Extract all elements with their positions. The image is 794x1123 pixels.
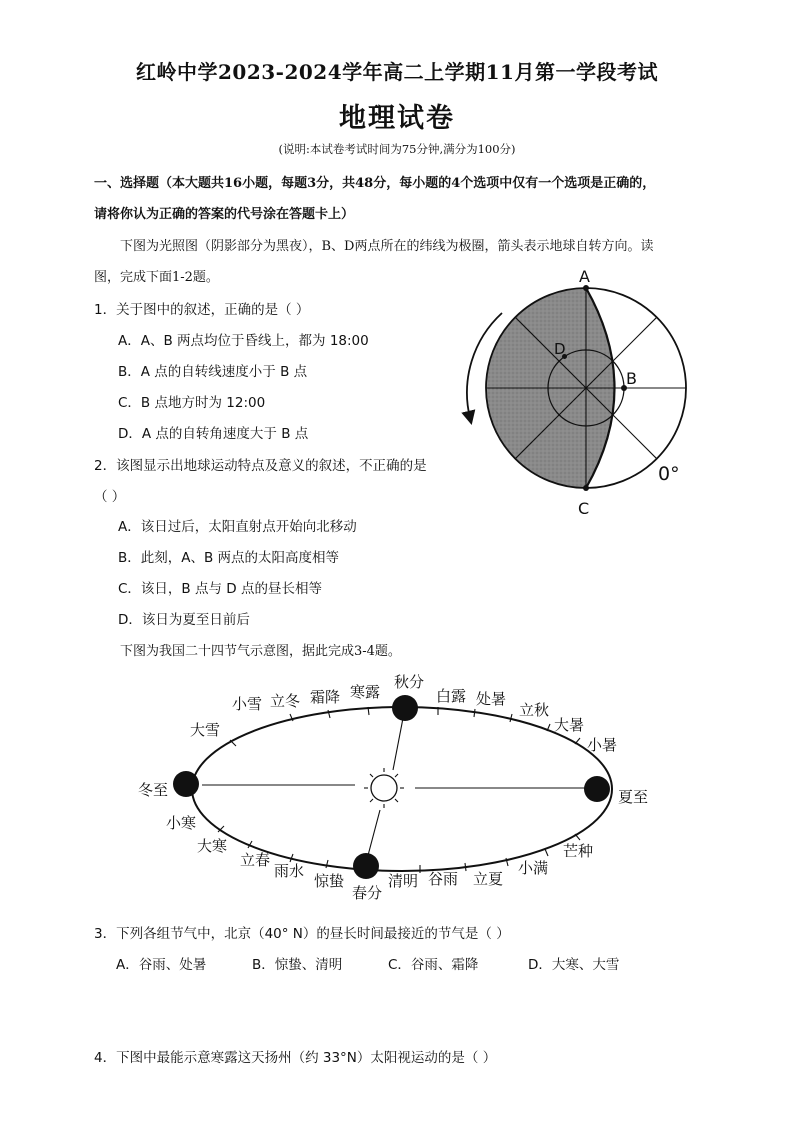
- term-xiaoman: 小满: [518, 859, 549, 877]
- section-heading-line2: 请将你认为正确的答案的代号涂在答题卡上）: [94, 207, 355, 222]
- term-shuangjiang: 霜降: [310, 688, 341, 706]
- term-lixia: 立夏: [473, 870, 504, 888]
- orbit-ticks: [218, 707, 580, 873]
- question-1-stem: 1．关于图中的叙述，正确的是（ ）: [94, 302, 310, 318]
- term-qiufen: 秋分: [394, 673, 425, 691]
- label-b: B: [626, 369, 637, 388]
- term-chunfen: 春分: [352, 884, 383, 902]
- question-3-option-d[interactable]: D．大寒、大雪: [528, 957, 620, 973]
- question-1-option-a[interactable]: A．A、B 两点均位于昏线上，都为 18:00: [118, 333, 369, 349]
- earth-winter-solstice: [173, 771, 199, 797]
- earth-autumn-equinox: [392, 695, 418, 721]
- illumination-diagram: [440, 268, 710, 520]
- question-1-option-d[interactable]: D．A 点的自转角速度大于 B 点: [118, 426, 309, 442]
- question-2-option-c[interactable]: C．该日，B 点与 D 点的昼长相等: [118, 581, 322, 597]
- label-a: A: [579, 268, 590, 286]
- label-c: C: [578, 499, 590, 518]
- term-hanlu: 寒露: [350, 683, 381, 701]
- intro-1-line1: 下图为光照图（阴影部分为黑夜），B、D两点所在的纬线为极圈，箭头表示地球自转方向。读: [120, 239, 654, 254]
- term-qingming: 清明: [388, 872, 419, 890]
- term-xiaohan: 小寒: [166, 814, 197, 832]
- intro-1-line2: 图，完成下面1-2题。: [94, 270, 219, 285]
- sun-icon: [364, 768, 404, 808]
- question-3-option-b[interactable]: B．惊蛰、清明: [252, 957, 343, 973]
- question-2-option-a[interactable]: A．该日过后，太阳直射点开始向北移动: [118, 519, 357, 535]
- term-guyu: 谷雨: [428, 870, 459, 888]
- earth-spring-equinox: [353, 853, 379, 879]
- question-2-option-d[interactable]: D．该日为夏至日前后: [118, 612, 250, 628]
- term-chushu: 处暑: [476, 690, 507, 708]
- question-3-option-c[interactable]: C．谷雨、霜降: [388, 957, 479, 973]
- term-dahan: 大寒: [197, 837, 228, 855]
- meridians: [486, 288, 686, 488]
- term-daxue: 大雪: [190, 721, 221, 739]
- exam-note: (说明:本试卷考试时间为75分钟,满分为100分): [278, 142, 516, 156]
- term-dongzhi: 冬至: [138, 781, 169, 799]
- earth-summer-solstice: [584, 776, 610, 802]
- question-2-option-b[interactable]: B．此刻，A、B 两点的太阳高度相等: [118, 550, 340, 566]
- question-1-option-c[interactable]: C．B 点地方时为 12:00: [118, 395, 266, 411]
- term-jingzhe: 惊蛰: [314, 872, 345, 890]
- label-d: D: [554, 340, 566, 358]
- term-mangzhong: 芒种: [563, 842, 594, 860]
- label-equator: 0°: [658, 463, 680, 485]
- question-2-stem-bracket: （ ）: [94, 489, 126, 505]
- term-xiazhi: 夏至: [618, 788, 649, 806]
- point-c: [583, 485, 589, 491]
- term-lichun: 立春: [240, 851, 271, 869]
- question-4-stem: 4．下图中最能示意寒露这天扬州（约 33°N）太阳视运动的是（ ）: [94, 1050, 497, 1066]
- question-1-option-b[interactable]: B．A 点的自转线速度小于 B 点: [118, 364, 308, 380]
- orbit-ellipse: [192, 707, 612, 871]
- term-bailu: 白露: [436, 687, 467, 705]
- intro-2: 下图为我国二十四节气示意图，据此完成3-4题。: [120, 644, 401, 659]
- subject-title: 地理试卷: [339, 103, 455, 134]
- solar-terms-diagram: [130, 668, 670, 908]
- exam-title: 红岭中学2023-2024学年高二上学期11月第一学段考试: [136, 60, 658, 84]
- question-3-stem: 3．下列各组节气中，北京（40° N）的昼长时间最接近的节气是（ ）: [94, 926, 510, 942]
- section-heading-line1: 一、选择题（本大题共16小题，每题3分，共48分，每小题的4个选项中仅有一个选项是正确的，: [94, 176, 656, 191]
- term-liqiu: 立秋: [519, 701, 550, 719]
- question-2-stem: 2．该图显示出地球运动特点及意义的叙述，不正确的是: [94, 458, 427, 474]
- term-xiaoxue: 小雪: [232, 695, 263, 713]
- question-3-option-a[interactable]: A．谷雨、处暑: [116, 957, 207, 973]
- term-yushui: 雨水: [274, 862, 305, 880]
- term-dashu: 大暑: [554, 716, 585, 734]
- term-xiaoshu: 小暑: [587, 736, 618, 754]
- term-lidong: 立冬: [270, 692, 301, 710]
